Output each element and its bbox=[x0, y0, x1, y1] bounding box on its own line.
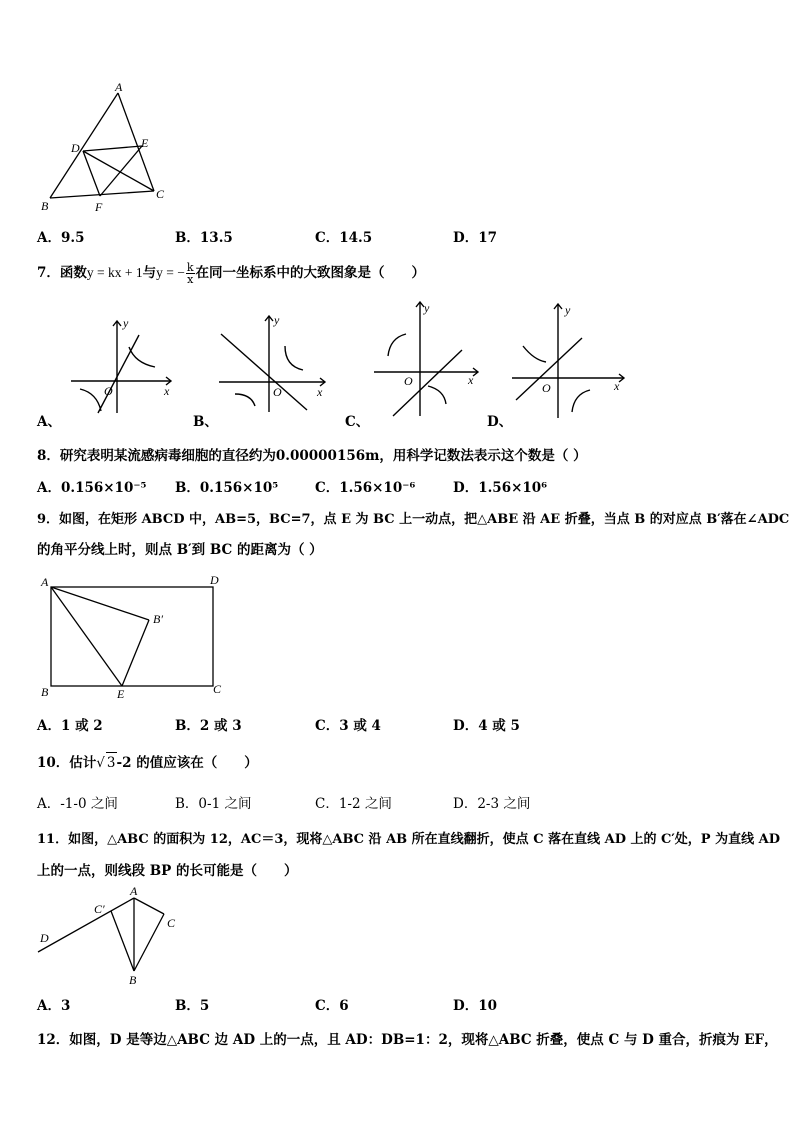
graph-d-x: x bbox=[614, 379, 620, 393]
graph-d bbox=[508, 300, 628, 420]
q11-label-B: B bbox=[129, 973, 137, 987]
q9-option-c: C．3 或 4 bbox=[315, 718, 381, 734]
q9-label-A: A bbox=[41, 575, 49, 589]
graph-a bbox=[65, 315, 175, 415]
graph-c bbox=[370, 298, 482, 418]
question-12: 12．如图，D 是等边△ABC 边 AD 上的一点，且 AD：DB=1：2，现将△ABC 折叠，使点 C 与 D 重合，折痕为 EF， bbox=[37, 1032, 778, 1048]
triangle-figure-q6 bbox=[34, 80, 174, 215]
q11-option-b: B．5 bbox=[175, 998, 210, 1014]
graph-b-y: y bbox=[274, 313, 280, 327]
graph-a-label: A、 bbox=[37, 414, 61, 430]
q11-label-C: C bbox=[167, 916, 176, 930]
label-B: B bbox=[41, 199, 49, 213]
graph-c-origin: O bbox=[404, 374, 413, 388]
label-A: A bbox=[115, 80, 123, 94]
label-C: C bbox=[156, 187, 165, 201]
q9-label-Bprime: B′ bbox=[153, 612, 163, 626]
graph-b-label: B、 bbox=[193, 414, 218, 430]
fold-figure-q11 bbox=[34, 884, 194, 989]
q10-option-b: B．0-1 之间 bbox=[175, 796, 252, 812]
q10-option-d: D．2-3 之间 bbox=[453, 796, 531, 812]
q10-radicand: 3 bbox=[106, 752, 117, 773]
q8-option-d: D．1.56×10⁶ bbox=[453, 480, 548, 496]
q8-option-a: A．0.156×10⁻⁵ bbox=[37, 480, 147, 496]
question-10 bbox=[37, 752, 258, 773]
q7-eq1: y = kx + 1 bbox=[86, 265, 143, 280]
label-E: E bbox=[141, 136, 149, 150]
q9-label-D: D bbox=[210, 573, 219, 587]
q7-prefix: 7．函数 bbox=[37, 265, 87, 281]
q8-option-b: B．0.156×10⁵ bbox=[175, 480, 279, 496]
graph-b-x: x bbox=[317, 385, 323, 399]
q7-eq2: y = − bbox=[156, 265, 185, 280]
q6-option-b: B．13.5 bbox=[175, 230, 233, 246]
q10-option-a: A．-1-0 之间 bbox=[37, 796, 118, 812]
q11-label-Cprime: C′ bbox=[94, 902, 105, 916]
q7-frac-den: x bbox=[187, 273, 194, 286]
graph-a-origin: O bbox=[104, 384, 113, 398]
q11-label-D: D bbox=[40, 931, 49, 945]
graph-a-x: x bbox=[164, 384, 170, 398]
q9-option-d: D．4 或 5 bbox=[453, 718, 520, 734]
q7-fraction bbox=[186, 262, 195, 285]
graph-d-origin: O bbox=[542, 381, 551, 395]
graph-d-label: D、 bbox=[487, 414, 513, 430]
q9-label-B: B bbox=[41, 685, 49, 699]
q10-rest: -2 的值应该在（ ） bbox=[116, 755, 258, 771]
q10-option-c: C．1-2 之间 bbox=[315, 796, 392, 812]
q9-option-b: B．2 或 3 bbox=[175, 718, 242, 734]
graph-a-y: y bbox=[123, 316, 129, 330]
question-7 bbox=[37, 262, 425, 285]
q7-mid: 与 bbox=[142, 265, 157, 281]
q7-frac-num: k bbox=[186, 261, 194, 274]
q6-option-a: A．9.5 bbox=[37, 230, 85, 246]
q10-prefix: 10．估计 bbox=[37, 755, 97, 771]
q11-label-A: A bbox=[130, 884, 138, 898]
sqrt-icon: √ bbox=[96, 755, 105, 771]
graph-d-y: y bbox=[565, 303, 571, 317]
question-9-line1: 9．如图，在矩形 ABCD 中，AB=5，BC=7，点 E 为 BC 上一动点，把△ABE 沿 AE 折叠，当点 B 的对应点 B′落在∠ADC bbox=[37, 512, 790, 527]
question-11-line1: 11．如图，△ABC 的面积为 12，AC＝3，现将△ABC 沿 AB 所在直线翻折，使点 C 落在直线 AD 上的 C′处，P 为直线 AD bbox=[37, 832, 780, 847]
q9-label-E: E bbox=[117, 687, 125, 700]
rectangle-figure-q9 bbox=[36, 572, 236, 700]
q6-option-c: C．14.5 bbox=[315, 230, 373, 246]
q9-option-a: A．1 或 2 bbox=[37, 718, 103, 734]
q8-option-c: C．1.56×10⁻⁶ bbox=[315, 480, 416, 496]
label-D: D bbox=[71, 141, 80, 155]
q11-option-d: D．10 bbox=[453, 998, 497, 1014]
graph-b-origin: O bbox=[273, 385, 282, 399]
graph-b bbox=[215, 312, 330, 414]
q9-label-C: C bbox=[213, 682, 222, 696]
question-11-line2: 上的一点，则线段 BP 的长可能是（ ） bbox=[37, 863, 298, 879]
q6-option-d: D．17 bbox=[453, 230, 497, 246]
q11-option-c: C．6 bbox=[315, 998, 349, 1014]
graph-c-label: C、 bbox=[345, 414, 370, 430]
question-9-line2: 的角平分线上时，则点 B′到 BC 的距离为（ ） bbox=[37, 542, 323, 558]
q7-suffix: 在同一坐标系中的大致图象是（ ） bbox=[195, 265, 426, 281]
graph-c-y: y bbox=[424, 301, 430, 315]
graph-c-x: x bbox=[468, 373, 474, 387]
q11-option-a: A．3 bbox=[37, 998, 71, 1014]
question-8: 8．研究表明某流感病毒细胞的直径约为0.00000156m，用科学记数法表示这个数是（ ） bbox=[37, 448, 587, 464]
label-F: F bbox=[95, 200, 103, 214]
